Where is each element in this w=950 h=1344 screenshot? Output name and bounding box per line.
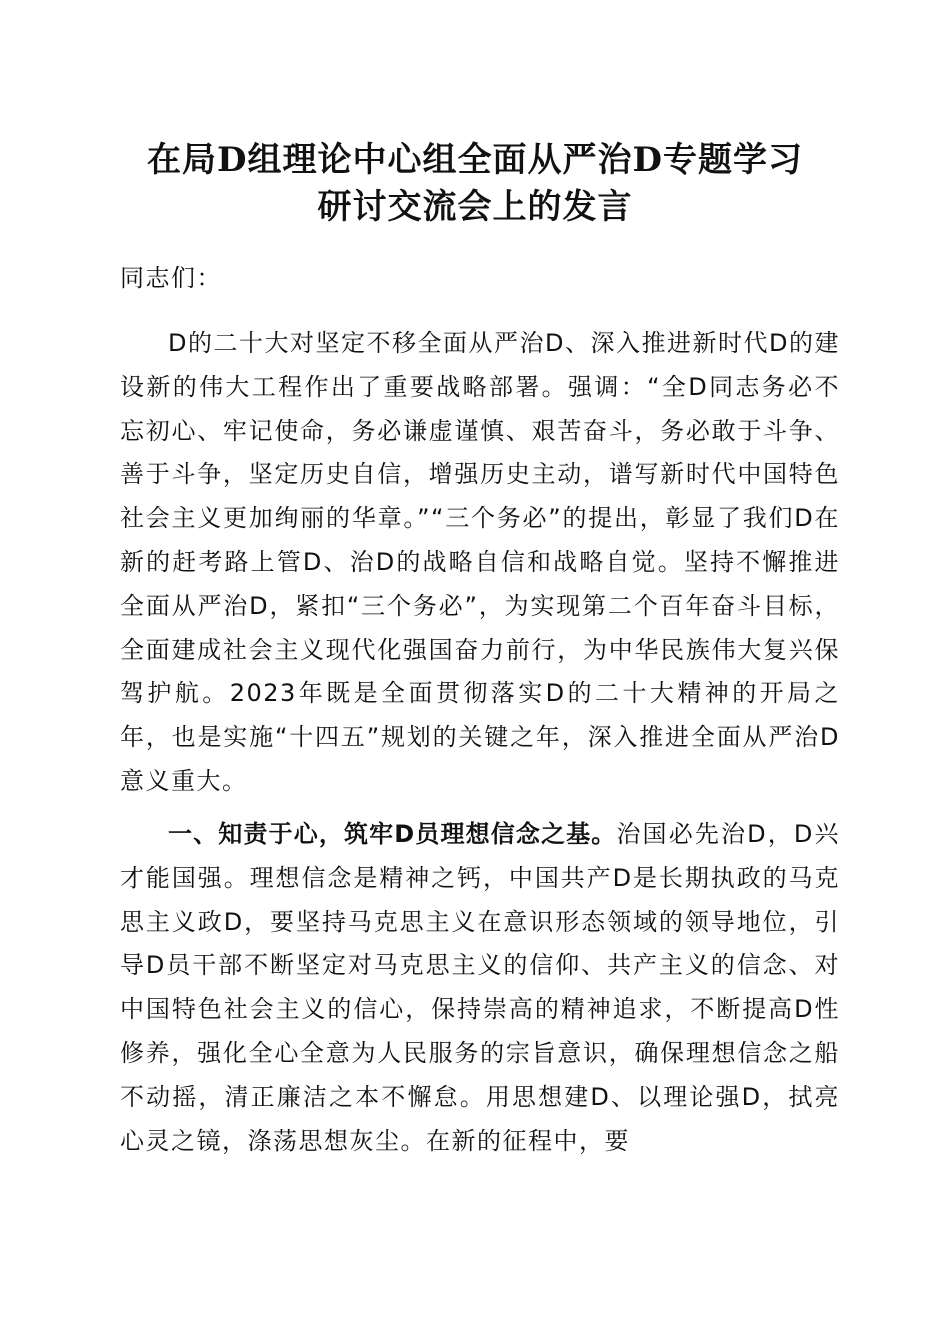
paragraph-intro: D的二十大对坚定不移全面从严治D、深入推进新时代D的建设新的伟大工程作出了重要战略部署。强调：“全D同志务必不忘初心、牢记使命，务必谦虚谨慎、艰苦奋斗，务必敢于斗争、善于斗争，坚定历史自信，增强历史主动，谱写新时代中国特色社会主义更加绚丽的华章。”“三个务必”的提出，彰显了我们D在新的赶考路上管D、治D的战略自信和战略自觉。坚持不懈推进全面从严治D，紧扣“三个务必”，为实现第二个百年奋斗目标，全面建成社会主义现代化强国奋力前行，为中华民族伟大复兴保驾护航。2023年既是全面贯彻落实D的二十大精神的开局之年，也是实施“十四五”规划的关键之年，深入推进全面从严治D意义重大。 <box>120 329 840 795</box>
document-title-line-2: 研讨交流会上的发言 <box>317 187 633 227</box>
greeting: 同志们： <box>120 264 222 292</box>
paragraph-section-1 <box>120 813 840 1163</box>
document-title-line-1: 在局D组理论中心组全面从严治D专题学习 <box>147 140 803 180</box>
section-1-text: 治国必先治D，D兴才能国强。理想信念是精神之钙，中国共产D是长期执政的马克思主义政D，要坚持马克思主义在意识形态领域的领导地位，引导D员干部不断坚定对马克思主义的信仰、共产主义的信念、对中国特色社会主义的信心，保持崇高的精神追求，不断提高D性修养，强化全心全意为人民服务的宗旨意识，确保理想信念之船不动摇，清正廉洁之本不懈怠。用思想建D、以理论强D，拭亮心灵之镜，涤荡思想灰尘。在新的征程中，要 <box>120 820 840 1155</box>
section-1-heading: 一、知责于心，筑牢D员理想信念之基。 <box>168 820 617 848</box>
